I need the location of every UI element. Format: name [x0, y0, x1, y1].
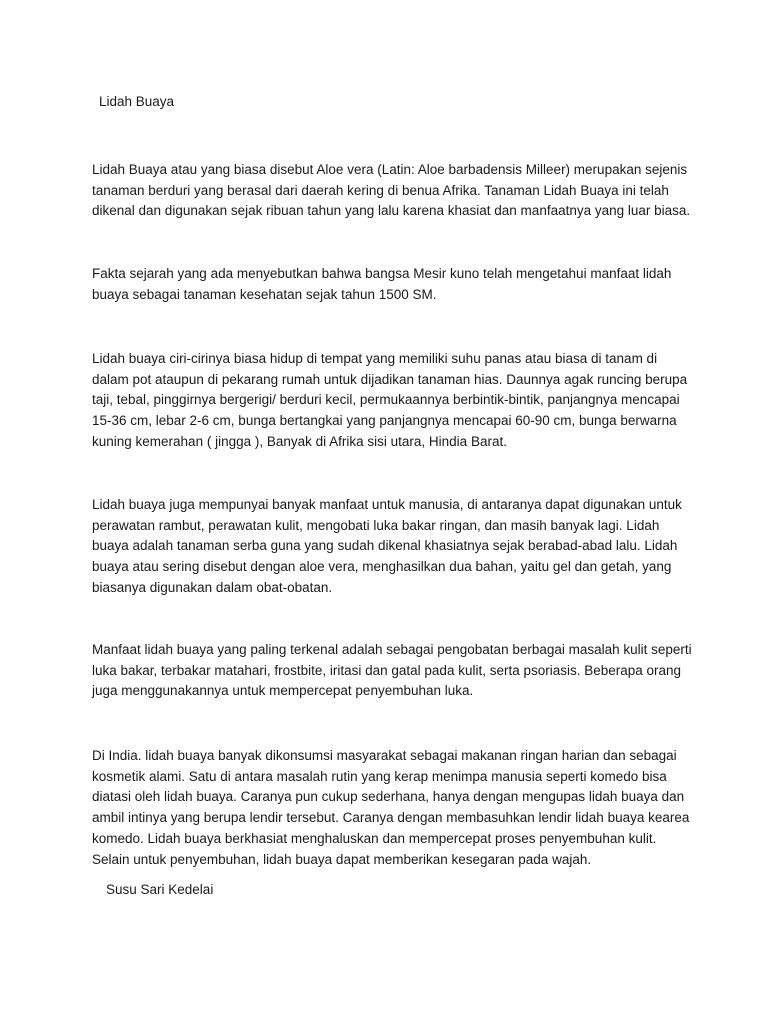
next-section-heading: Susu Sari Kedelai	[106, 882, 214, 897]
page-title: Lidah Buaya	[99, 94, 175, 109]
paragraph-benefits: Lidah buaya juga mempunyai banyak manfaat untuk manusia, di antaranya dapat digunakan untuk perawatan rambut, perawatan kulit, mengobati luka bakar ringan, dan masih banyak lagi. Lidah buaya adalah tanaman serba guna yang sudah dikenal khasiatnya sejak berabad-abad lalu. Lidah buaya atau sering disebut dengan aloe vera, menghasilkan dua bahan, yaitu gel dan getah, yang biasanya digunakan dalam obat-obatan.	[92, 497, 682, 595]
paragraph-skin-treatment: Manfaat lidah buaya yang paling terkenal adalah sebagai pengobatan berbagai masalah kulit seperti luka bakar, terbakar matahari, frostbite, iritasi dan gatal pada kulit, serta psoriasis. Beberapa orang juga menggunakannya untuk mempercepat penyembuhan luka.	[92, 642, 692, 699]
paragraph-history: Fakta sejarah yang ada menyebutkan bahwa bangsa Mesir kuno telah mengetahui manfaat lidah buaya sebagai tanaman kesehatan sejak tahun 1500 SM.	[92, 266, 672, 302]
paragraph-characteristics: Lidah buaya ciri-cirinya biasa hidup di tempat yang memiliki suhu panas atau biasa di tanam di dalam pot ataupun di pekarang rumah untuk dijadikan tanaman hias. Daunnya agak runcing berupa taji, tebal, pinggirnya bergerigi/ berduri kecil, permukaannya berbintik-bintik, panjangnya mencapai 15-36 cm, lebar 2-6 cm, bunga bertangkai yang panjangnya mencapai 60-90 cm, bunga berwarna kuning kemerahan ( jingga ), Banyak di Afrika sisi utara, Hindia Barat.	[92, 351, 688, 449]
paragraph-india-usage: Di India. lidah buaya banyak dikonsumsi masyarakat sebagai makanan ringan harian dan sebagai kosmetik alami. Satu di antara masalah rutin yang kerap menimpa manusia seperti komedo bisa diatasi oleh lidah buaya. Caranya pun cukup sederhana, hanya dengan mengupas lidah buaya dan ambil intinya yang berupa lendir tersebut. Caranya dengan membasuhkan lendir lidah buaya kearea komedo. Lidah buaya berkhasiat menghaluskan dan mempercepat proses penyembuhan kulit. Selain untuk penyembuhan, lidah buaya dapat memberikan kesegaran pada wajah.	[92, 748, 690, 867]
paragraph-intro: Lidah Buaya atau yang biasa disebut Aloe vera (Latin: Aloe barbadensis Milleer) merupakan sejenis tanaman berduri yang berasal dari daerah kering di benua Afrika. Tanaman Lidah Buaya ini telah dikenal dan digunakan sejak ribuan tahun yang lalu karena khasiat dan manfaatnya yang luar biasa.	[92, 162, 691, 219]
